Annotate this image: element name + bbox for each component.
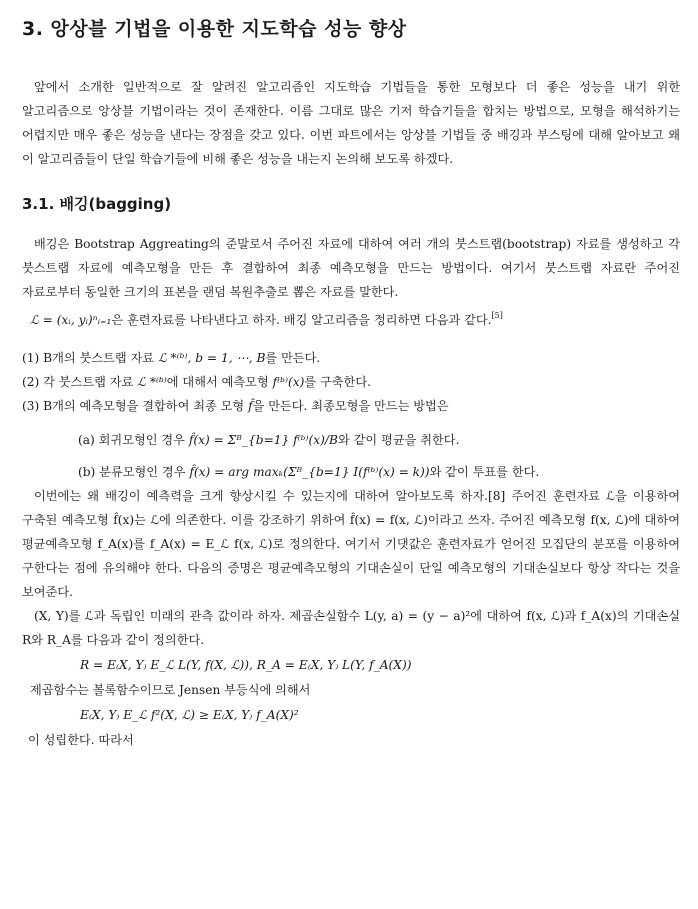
loss-paragraph: (X, Y)를 ℒ과 독립인 미래의 관측 값이라 하자. 제곱손실함수 L(y, a) = (y − a)²에 대하여 f(x, ℒ)과 f_A(x)의 기대손실 R와 R_A를 다음과 같이 정의한다. xyxy=(22,609,680,647)
bagging-paragraph: 배깅은 Bootstrap Aggreating의 준말로서 주어진 자료에 대하여 여러 개의 붓스트랩(bootstrap) 자료를 생성하고 각 붓스트랩 자료에 예측모형을 만든 후 결합하여 최종 예측모형을 만드는 방법이다. 여기서 붓스트랩 자료란 주어진 자료로부터 동일한 크기의 표본을 랜덤 복원추출로 뽑은 자료를 말한다. xyxy=(22,237,680,299)
step-2-text2: 를 구축한다. xyxy=(304,375,371,389)
substep-b-label: (b) 분류모형인 경우 xyxy=(78,465,190,479)
intro-paragraph: 앞에서 소개한 일반적으로 잘 알려진 알고리즘인 지도학습 기법들을 통한 모형보다 더 좋은 성능을 내기 위한 알고리즘으로 앙상블 기법이라는 것이 존재한다. 이름 그대로 많은 기저 학습기들을 합치는 방법으로, 모형을 해석하기는 어렵지만 매우 좋은 성능을 낸다는 장점을 갖고 있다. 이번 파트에서는 앙상블 기법들 중 배깅과 부스팅에 대해 알아보고 왜 이 알고리즘들이 단일 학습기들에 비해 좋은 성능을 내는지 논의해 보도록 하겠다. xyxy=(22,80,680,166)
step-1-text: 를 만든다. xyxy=(265,351,321,365)
step-3-math: f̂ xyxy=(248,399,253,413)
closing-line: 이 성립한다. 따라서 xyxy=(28,733,134,747)
step-2-math: ℒ *⁽ᵇ⁾ xyxy=(137,375,167,389)
step-1-label: (1) B개의 붓스트랩 자료 xyxy=(22,351,158,365)
substep-a-text: 와 같이 평균을 취한다. xyxy=(338,433,460,447)
step-1-math: ℒ *⁽ᵇ⁾, b = 1, ⋯, B xyxy=(157,351,266,365)
equation-jensen: E₍X, Y₎ E_ℒ f²(X, ℒ) ≥ E₍X, Y₎ f_A(X)² xyxy=(80,708,299,722)
step-2-label: (2) 각 붓스트랩 자료 xyxy=(22,375,138,389)
prediction-paragraph: 이번에는 왜 배깅이 예측력을 크게 향상시킬 수 있는지에 대하여 알아보도록 하자.[8] 주어진 훈련자료 ℒ을 이용하여 구축된 예측모형 f̂(x)는 ℒ에 의존한다. 이를 강조하기 위하여 f̂(x) = f(x, ℒ)이라고 쓰자. 주어진 예측모형 f(x, ℒ)에 대하여 평균예측모형 f_A(x)를 f_A(x) = E_ℒ f(x, ℒ)로 정의한다. 여기서 기댓값은 훈련자료가 얻어진 모집단의 분포를 이용하여 구한다는 점에 유의해야 한다. 다음의 증명은 평균예측모형의 기대손실이 단일 예측모형의 기대손실보다 항상 작다는 것을 보여준다. xyxy=(22,489,680,599)
step-2-math2: f⁽ᵇ⁾(x) xyxy=(272,375,305,389)
reference-5: [5] xyxy=(491,311,503,320)
jensen-line: 제곱함수는 볼록함수이므로 Jensen 부등식에 의해서 xyxy=(30,683,311,697)
step-2 xyxy=(22,370,680,394)
training-data-text: 은 훈련자료를 나타낸다고 하자. 배깅 알고리즘을 정리하면 다음과 같다. xyxy=(111,313,492,327)
step-3-text: 을 만든다. 최종모형을 만드는 방법은 xyxy=(252,399,449,413)
substep-a-label: (a) 회귀모형인 경우 xyxy=(78,433,189,447)
step-2-text: 에 대해서 예측모형 xyxy=(166,375,273,389)
training-data-math: ℒ = (xᵢ, yᵢ)ⁿᵢ₌₁ xyxy=(30,313,112,327)
subsection-title: 3.1. 배깅(bagging) xyxy=(22,195,172,213)
substep-b xyxy=(78,460,680,484)
substep-a xyxy=(78,428,680,452)
step-1 xyxy=(22,346,680,370)
substep-b-text: 와 같이 투표를 한다. xyxy=(429,465,540,479)
step-3 xyxy=(22,394,680,418)
training-data-line xyxy=(22,304,680,332)
step-3-label: (3) B개의 예측모형을 결합하여 최종 모형 xyxy=(22,399,249,413)
algorithm-steps xyxy=(22,346,680,484)
substep-a-math: f̂(x) = Σᴮ_{b=1} f⁽ᵇ⁾(x)/B xyxy=(188,433,338,447)
section-title: 3. 앙상블 기법을 이용한 지도학습 성능 향상 xyxy=(22,18,407,40)
equation-risk: R = E₍X, Y₎ E_ℒ L(Y, f(X, ℒ)), R_A = E₍X, Y₎ L(Y, f_A(X)) xyxy=(80,658,412,672)
substep-b-math: f̂(x) = arg maxₖ(Σᴮ_{b=1} I(f⁽ᵇ⁾(x) = k)) xyxy=(189,465,430,479)
